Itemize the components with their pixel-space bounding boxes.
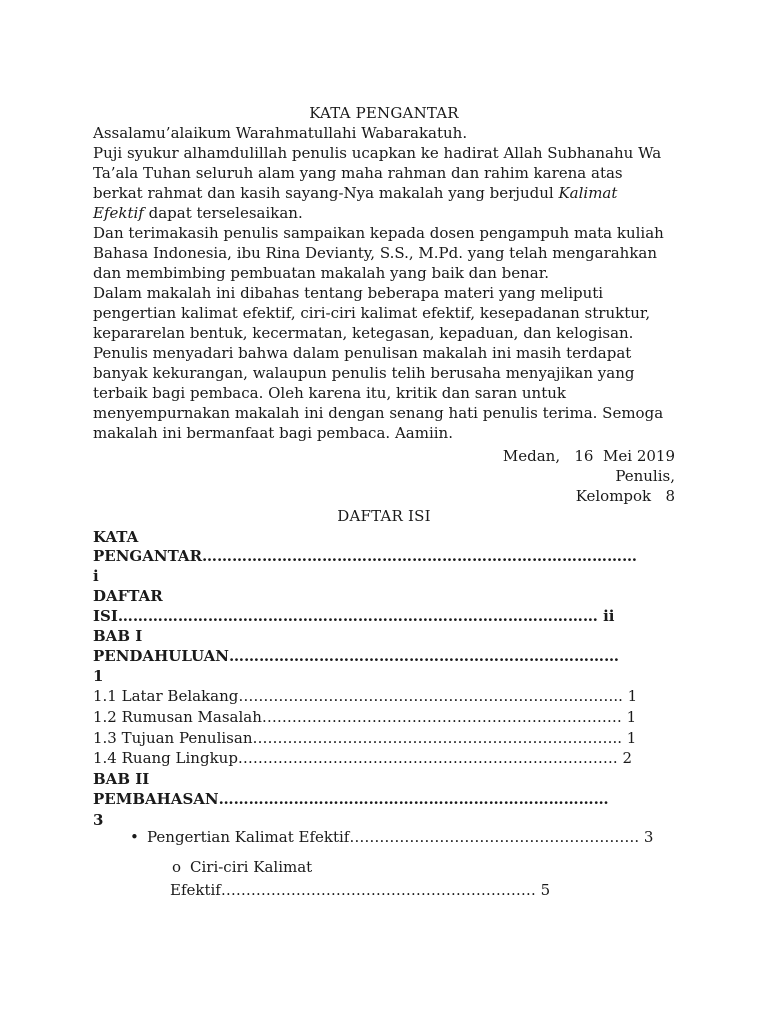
kata-pengantar-title: KATA PENGANTAR	[309, 104, 459, 122]
paragraph-line: Penulis menyadari bahwa dalam penulisan makalah ini masih terdapat	[93, 344, 632, 362]
paragraph-line: Assalamu’alaikum Warahmatullahi Wabarakatuh.	[93, 124, 468, 142]
toc-entry-bab2-line2: PEMBAHASAN……………………………………………………………………	[93, 790, 609, 808]
daftar-isi-title: DAFTAR ISI	[337, 507, 431, 525]
toc-entry-ciri-ciri-line2: Efektif……………………………………………………… 5	[170, 881, 551, 899]
toc-entry-pengertian-text: Pengertian Kalimat Efektif…………………………………………………. 3	[147, 828, 654, 846]
toc-entry-bab2-line1: BAB II	[93, 770, 150, 788]
paragraph-line: dan membimbing pembuatan makalah yang baik dan benar.	[93, 264, 550, 282]
paragraph-line: kepararelan bentuk, kecermatan, ketegasan, kepaduan, dan kelogisan.	[93, 324, 634, 342]
author-label: Penulis,	[615, 467, 675, 485]
place-date: Medan, 16 Mei 2019	[502, 447, 675, 465]
paragraph-line: Bahasa Indonesia, ibu Rina Devianty, S.S., M.Pd. yang telah mengarahkan	[93, 244, 658, 262]
toc-entry-daftar-isi-line2: ISI…………………………………………………………………………………… ii	[93, 607, 615, 625]
paragraph-line: makalah ini bermanfaat bagi pembaca. Aamiin.	[93, 424, 453, 442]
paragraph-line: pengertian kalimat efektif, ciri-ciri kalimat efektif, kesepadanan struktur,	[93, 304, 651, 322]
paragraph-line: Ta’ala Tuhan seluruh alam yang maha rahman dan rahim karena atas	[93, 164, 623, 182]
paragraph-line: Puji syukur alhamdulillah penulis ucapkan ke hadirat Allah Subhanahu Wa	[93, 144, 662, 162]
toc-entry-ciri-ciri-line1: Ciri-ciri Kalimat	[190, 858, 313, 876]
toc-entry-bab1-page: 1	[93, 667, 104, 685]
paragraph-line: Dalam makalah ini dibahas tentang beberapa materi yang meliputi	[93, 284, 604, 302]
paragraph-line: terbaik bagi pembaca. Oleh karena itu, kritik dan saran untuk	[93, 384, 566, 402]
toc-entry-1-1: 1.1 Latar Belakang………………………………………………………………….. 1	[93, 687, 638, 705]
paragraph-line	[93, 183, 617, 203]
toc-entry-1-2: 1.2 Rumusan Masalah……………………………………………………………… 1	[93, 708, 637, 726]
toc-entry-daftar-isi-line1: DAFTAR	[93, 587, 163, 605]
bullet-icon: •	[130, 828, 139, 846]
toc-entry-1-4: 1.4 Ruang Lingkup…………………………………………………………………. 2	[93, 749, 633, 767]
paragraph-text: dapat terselesaikan.	[143, 204, 303, 222]
toc-entry-pengertian	[0, 828, 768, 848]
paragraph-text: berkat rahmat dan kasih sayang-Nya makalah yang berjudul	[93, 184, 559, 202]
italic-title-text: Efektif	[93, 204, 144, 222]
toc-entry-kata-pengantar-page: i	[93, 567, 99, 585]
toc-entry-bab2-page: 3	[93, 811, 104, 829]
toc-entry-bab1-line1: BAB I	[93, 627, 143, 645]
paragraph-line: Dan terimakasih penulis sampaikan kepada dosen pengampuh mata kuliah	[93, 224, 664, 242]
toc-entry-bab1-line2: PENDAHULUAN……………………………………………………………………	[93, 647, 620, 665]
toc-entry-kata-pengantar-line2: PENGANTAR……………………………………………………………………………	[93, 547, 638, 565]
circle-bullet-icon: o	[172, 858, 182, 876]
toc-entry-kata-pengantar-line1: KATA	[93, 528, 139, 546]
paragraph-line: menyempurnakan makalah ini dengan senang hati penulis terima. Semoga	[93, 404, 664, 422]
italic-title-text: Kalimat	[558, 184, 618, 202]
toc-entry-1-3: 1.3 Tujuan Penulisan……………………………………………………………….. 1	[93, 729, 637, 747]
author-name: Kelompok 8	[575, 487, 675, 505]
paragraph-line: banyak kekurangan, walaupun penulis telih berusaha menyajikan yang	[93, 364, 635, 382]
paragraph-line	[93, 203, 303, 223]
